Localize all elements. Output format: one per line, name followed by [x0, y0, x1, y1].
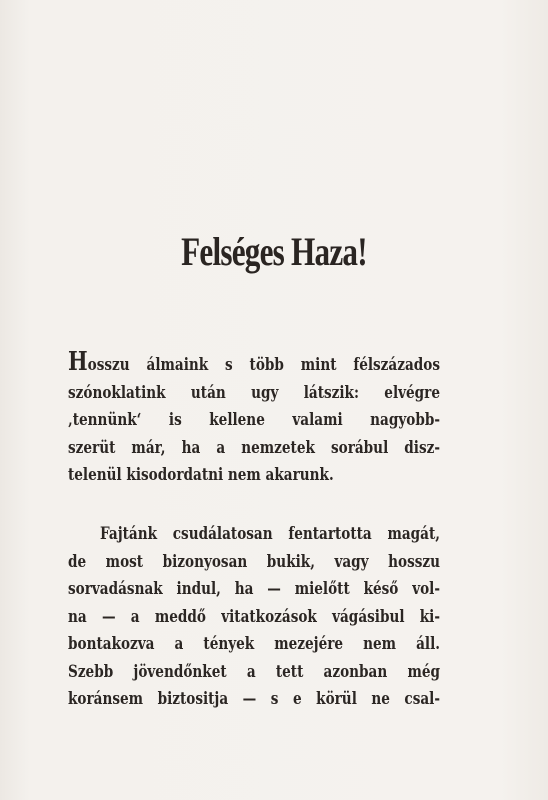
text-line: szónoklatink után ugy látszik: elvégre — [68, 382, 440, 403]
text-line: bontakozva a tények mezejére nem áll. — [68, 634, 440, 654]
text-line: Szebb jövendőnket a tett azonban még — [68, 661, 440, 682]
text-line: de most bizonyosan bukik, vagy hosszu — [68, 551, 440, 572]
text-line: telenül kisodordatni nem akarunk. — [68, 465, 334, 485]
text-line: sorvadásnak indul, ha — mielőtt késő vol- — [68, 579, 440, 599]
text-line: ‚tennünk‘ is kellene valami nagyobb- — [68, 410, 440, 430]
paragraph-1 — [68, 347, 440, 490]
paragraph-2 — [68, 521, 440, 714]
text-line: na — a meddő vitatkozások vágásibul ki- — [68, 606, 440, 627]
text-line: Fajtánk csudálatosan fentartotta magát, — [100, 524, 440, 544]
text-line: koránsem biztositja — s e körül ne csal- — [68, 689, 440, 709]
drop-cap: H — [68, 347, 88, 377]
text-line: szerüt már, ha a nemzetek sorábul disz- — [68, 437, 440, 458]
page-title: Felséges Haza! — [181, 229, 367, 274]
text-line: Hosszu álmaink s több mint félszázados — [68, 347, 440, 377]
